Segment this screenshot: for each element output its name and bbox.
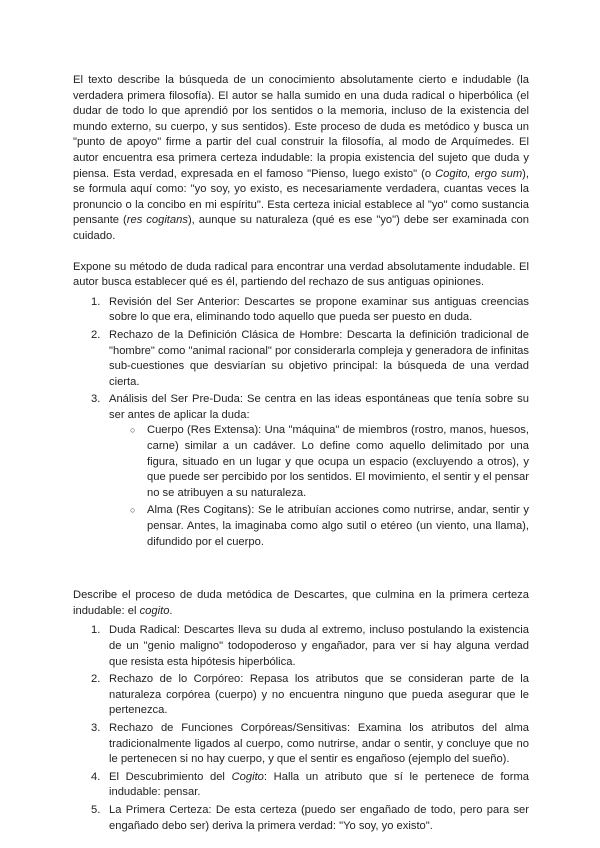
list-item-text: Rechazo de Funciones Corpóreas/Sensitivas: Examina los atributos del alma tradicionalmente ligados al cuerpo, como nutrirse, andar o sentir, y concluye que no le pertenecen si no hay cuerpo, y que el sentir es engañoso (ejemplo del sueño). (109, 721, 529, 766)
method-list-item (73, 328, 529, 390)
process-intro-italic-cogito: cogito (139, 604, 170, 617)
process-list-item (73, 803, 529, 834)
process-list-item (73, 623, 529, 670)
process-list-item (73, 770, 529, 801)
circle-bullet-icon: ○ (130, 425, 136, 436)
list-item-italic-cogito: Cogito (231, 770, 264, 783)
process-intro-paragraph (73, 588, 529, 619)
method-list (73, 295, 529, 551)
list-item-text: La Primera Certeza: De esta certeza (puedo ser engañado de todo, pero para ser engañado debo ser) deriva la primera verdad: "Yo soy, yo existo". (109, 803, 529, 832)
intro-italic-res-cogitans: res cogitans (126, 214, 188, 227)
list-number: 1. (91, 624, 101, 637)
list-number: 2. (91, 673, 101, 686)
list-number: 1. (91, 295, 101, 308)
list-item-text: Rechazo de la Definición Clásica de Hombre: Descarta la definición tradicional de "hombre" como "animal racional" por considerarla compleja y generadora de infinitas sub-cuestiones que desviarían su objetivo principal: la búsqueda de una verdad cierta. (109, 328, 529, 388)
list-number: 5. (91, 803, 101, 816)
process-intro-text-2: . (169, 604, 173, 617)
sub-list (109, 423, 529, 550)
list-item-text: Duda Radical: Descartes lleva su duda al extremo, incluso postulando la existencia de un "genio maligno" todopoderoso y engañador, para ver si hay alguna verdad que resista esta hipótesis hiperbólica. (109, 624, 529, 668)
list-item-text: Rechazo de lo Corpóreo: Repasa los atributos que se consideran parte de la naturaleza corpórea (cuerpo) y no encuentra ninguno que pueda asegurar que le pertenezca. (109, 673, 529, 717)
list-item-text: El Descubrimiento del (109, 770, 232, 783)
sub-list-item (73, 503, 529, 550)
list-number: 4. (91, 770, 101, 783)
process-list (73, 623, 529, 834)
process-list-item (73, 721, 529, 768)
intro-text-1: El texto describe la búsqueda de un conocimiento absolutamente cierto e indudable (la verdadera primera filosofía). El autor se halla sumido en una duda radical o hiperbólica (el dudar de todo lo que aprendió por los sentidos o la memoria, incluso de la existencia del mundo externo, su cuerpo, y sus sentidos). Este proceso de duda es metódico y busca un "punto de apoyo" firme a partir del cual construir la filosofía, al modo de Arquímedes. El autor encuentra esa primera certeza indudable: la propia existencia del sujeto que duda y piensa. Esta verdad, expresada en el famoso "Pienso, luego existo" (o (73, 74, 529, 180)
list-number: 3. (91, 393, 101, 406)
process-list-item (73, 672, 529, 719)
method-intro-paragraph: Expone su método de duda radical para encontrar una verdad absolutamente indudable. El autor busca establecer qué es él, partiendo del rechazo de sus antiguas opiniones. (73, 260, 529, 289)
sub-list-item (73, 423, 529, 501)
intro-paragraph (73, 73, 529, 245)
circle-bullet-icon: ○ (130, 505, 136, 516)
intro-text-2: ), se formula aquí como: "yo soy, yo existo, es necesariamente verdadera, cuantas veces la pronuncio o la concibo en mi espíritu". Esta certeza inicial establece al "yo" como sustancia pensante ( (73, 167, 529, 227)
intro-italic-cogito: Cogito, ergo sum (435, 167, 523, 180)
process-intro-text-1: Describe el proceso de duda metódica de Descartes, que culmina en la primera certeza indudable: el (73, 589, 529, 617)
list-item-text: : Halla un atributo que sí le pertenece de forma indudable: pensar. (109, 770, 529, 799)
list-item-text: Revisión del Ser Anterior: Descartes se propone examinar sus antiguas creencias sobre lo que era, eliminando todo aquello que pueda ser puesto en duda. (109, 295, 529, 324)
sub-item-text: Cuerpo (Res Extensa): Una "máquina" de miembros (rostro, manos, huesos, carne) similar a un cadáver. Lo define como aquello delimitado por una figura, situado en un lugar y que ocupa un espacio (excluyendo a otros), y que puede ser percibido por los sentidos. El movimiento, el sentir y el pensar no se atribuyen a su naturaleza. (147, 424, 529, 499)
list-number: 3. (91, 721, 101, 734)
sub-item-text: Alma (Res Cogitans): Se le atribuían acciones como nutrirse, andar, sentir y pensar. Antes, la imaginaba como algo sutil o etéreo (un viento, una llama), difundido por el cuerpo. (147, 504, 529, 548)
method-list-item (73, 392, 529, 550)
method-list-item (73, 295, 529, 326)
document-body (73, 73, 529, 836)
list-number: 2. (91, 328, 101, 341)
list-item-text: Análisis del Ser Pre-Duda: Se centra en las ideas espontáneas que tenía sobre su ser antes de aplicar la duda: (109, 393, 529, 421)
intro-text-3: ), aunque su naturaleza (qué es ese "yo") debe ser examinada con cuidado. (73, 214, 529, 242)
